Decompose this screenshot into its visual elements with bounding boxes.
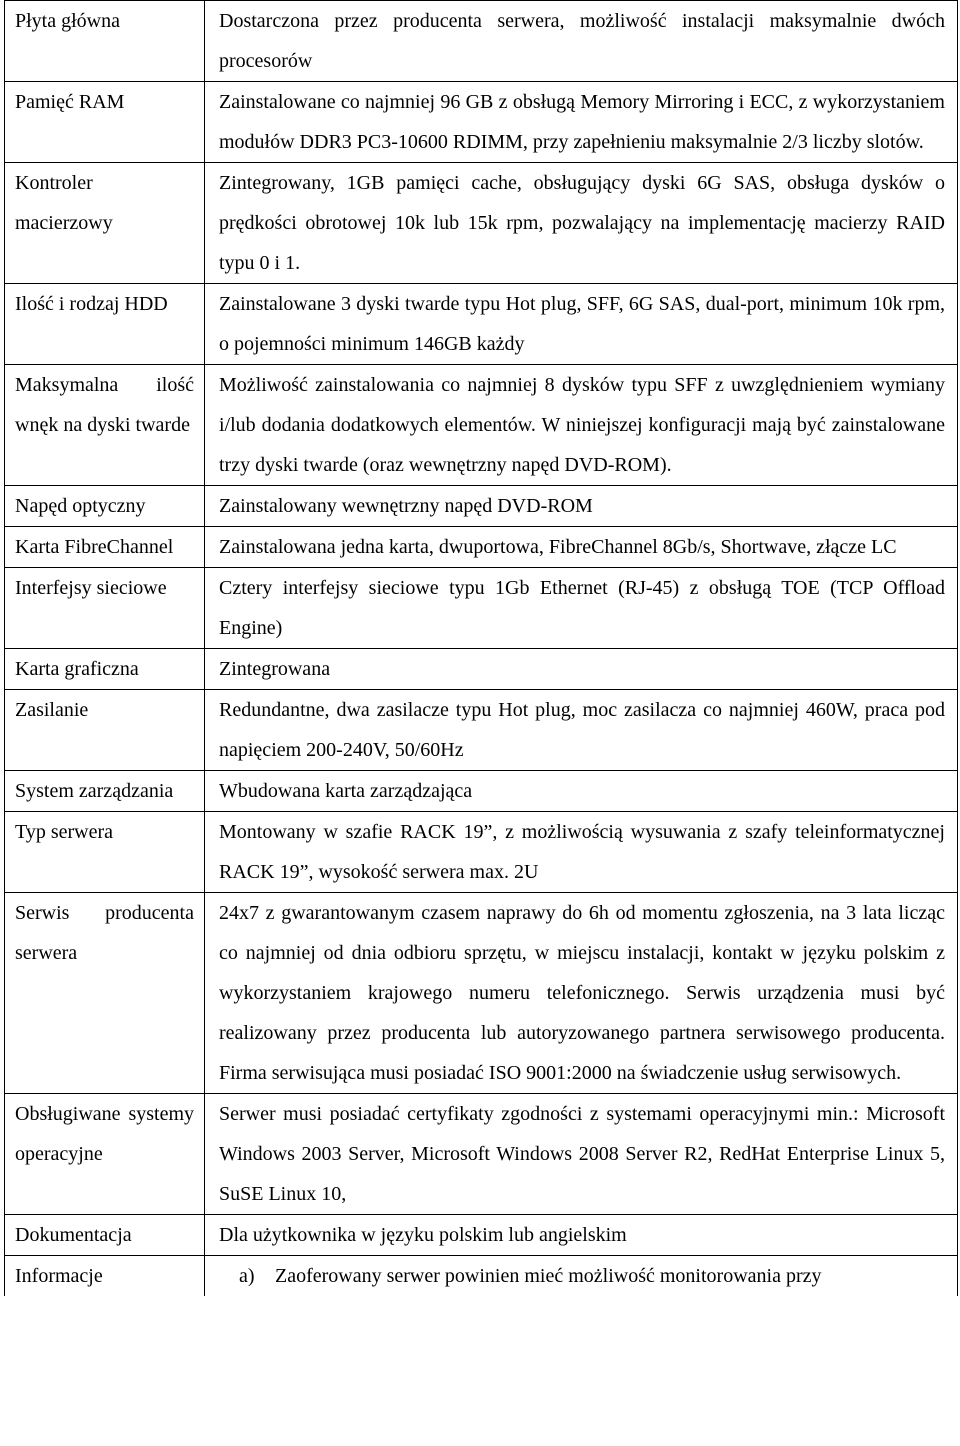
row-label: System zarządzania: [5, 771, 205, 812]
row-label: Pamięć RAM: [5, 82, 205, 163]
row-label: Napęd optyczny: [5, 486, 205, 527]
table-row: [5, 284, 958, 365]
row-value: [205, 1256, 958, 1297]
row-value: Zintegrowana: [205, 649, 958, 690]
row-label: Interfejsy sieciowe: [5, 568, 205, 649]
row-value: 24x7 z gwarantowanym czasem naprawy do 6h od momentu zgłoszenia, na 3 lata licząc co najmniej od dnia odbioru sprzętu, w miejscu instalacji, kontakt w języku polskim z wykorzystaniem krajowego numeru telefonicznego. Serwis urządzenia musi być realizowany przez producenta lub autoryzowanego partnera serwisowego producenta. Firma serwisująca musi posiadać ISO 9001:2000 na świadczenie usług serwisowych.: [205, 893, 958, 1094]
row-value: Możliwość zainstalowania co najmniej 8 dysków typu SFF z uwzględnieniem wymiany i/lub dodania dodatkowych elementów. W niniejszej konfiguracji mają być zainstalowane trzy dyski twarde (oraz wewnętrzny napęd DVD-ROM).: [205, 365, 958, 486]
table-row: [5, 527, 958, 568]
row-label: Ilość i rodzaj HDD: [5, 284, 205, 365]
row-label: Serwis producenta serwera: [5, 893, 205, 1094]
table-row: [5, 649, 958, 690]
row-label: Płyta główna: [5, 1, 205, 82]
row-value: Wbudowana karta zarządzająca: [205, 771, 958, 812]
row-label: Kontroler macierzowy: [5, 163, 205, 284]
table-row: [5, 365, 958, 486]
row-value: Redundantne, dwa zasilacze typu Hot plug, moc zasilacza co najmniej 460W, praca pod napięciem 200-240V, 50/60Hz: [205, 690, 958, 771]
row-value: Montowany w szafie RACK 19”, z możliwością wysuwania z szafy teleinformatycznej RACK 19”, wysokość serwera max. 2U: [205, 812, 958, 893]
row-label: Maksymalna ilość wnęk na dyski twarde: [5, 365, 205, 486]
row-value: Zainstalowany wewnętrzny napęd DVD-ROM: [205, 486, 958, 527]
row-value: Cztery interfejsy sieciowe typu 1Gb Ethernet (RJ-45) z obsługą TOE (TCP Offload Engine): [205, 568, 958, 649]
spec-table: [4, 0, 958, 1296]
row-value: Dla użytkownika w języku polskim lub angielskim: [205, 1215, 958, 1256]
table-row: [5, 893, 958, 1094]
row-label: Dokumentacja: [5, 1215, 205, 1256]
row-value: Dostarczona przez producenta serwera, możliwość instalacji maksymalnie dwóch procesorów: [205, 1, 958, 82]
row-label: Obsługiwane systemy operacyjne: [5, 1094, 205, 1215]
row-value: Zainstalowane 3 dyski twarde typu Hot plug, SFF, 6G SAS, dual-port, minimum 10k rpm, o pojemności minimum 146GB każdy: [205, 284, 958, 365]
row-label: Zasilanie: [5, 690, 205, 771]
table-row: [5, 82, 958, 163]
table-row: [5, 568, 958, 649]
row-label: Informacje: [5, 1256, 205, 1297]
list-marker: a): [239, 1265, 255, 1287]
row-label: Karta graficzna: [5, 649, 205, 690]
row-label: Typ serwera: [5, 812, 205, 893]
row-value: Zainstalowana jedna karta, dwuportowa, FibreChannel 8Gb/s, Shortwave, złącze LC: [205, 527, 958, 568]
table-row: [5, 1, 958, 82]
row-label: Karta FibreChannel: [5, 527, 205, 568]
list-item-text: Zaoferowany serwer powinien mieć możliwość monitorowania przy: [275, 1265, 822, 1287]
table-row: [5, 1215, 958, 1256]
row-value: Zintegrowany, 1GB pamięci cache, obsługujący dyski 6G SAS, obsługa dysków o prędkości obrotowej 10k lub 15k rpm, pozwalający na implementację macierzy RAID typu 0 i 1.: [205, 163, 958, 284]
table-row: [5, 690, 958, 771]
table-row: [5, 1094, 958, 1215]
table-row: [5, 163, 958, 284]
table-row: [5, 812, 958, 893]
table-row: [5, 771, 958, 812]
row-value: Zainstalowane co najmniej 96 GB z obsługą Memory Mirroring i ECC, z wykorzystaniem modułów DDR3 PC3-10600 RDIMM, przy zapełnieniu maksymalnie 2/3 liczby slotów.: [205, 82, 958, 163]
table-row: [5, 1256, 958, 1297]
row-value: Serwer musi posiadać certyfikaty zgodności z systemami operacyjnymi min.: Microsoft Windows 2003 Server, Microsoft Windows 2008 Server R2, RedHat Enterprise Linux 5, SuSE Linux 10,: [205, 1094, 958, 1215]
table-row: [5, 486, 958, 527]
